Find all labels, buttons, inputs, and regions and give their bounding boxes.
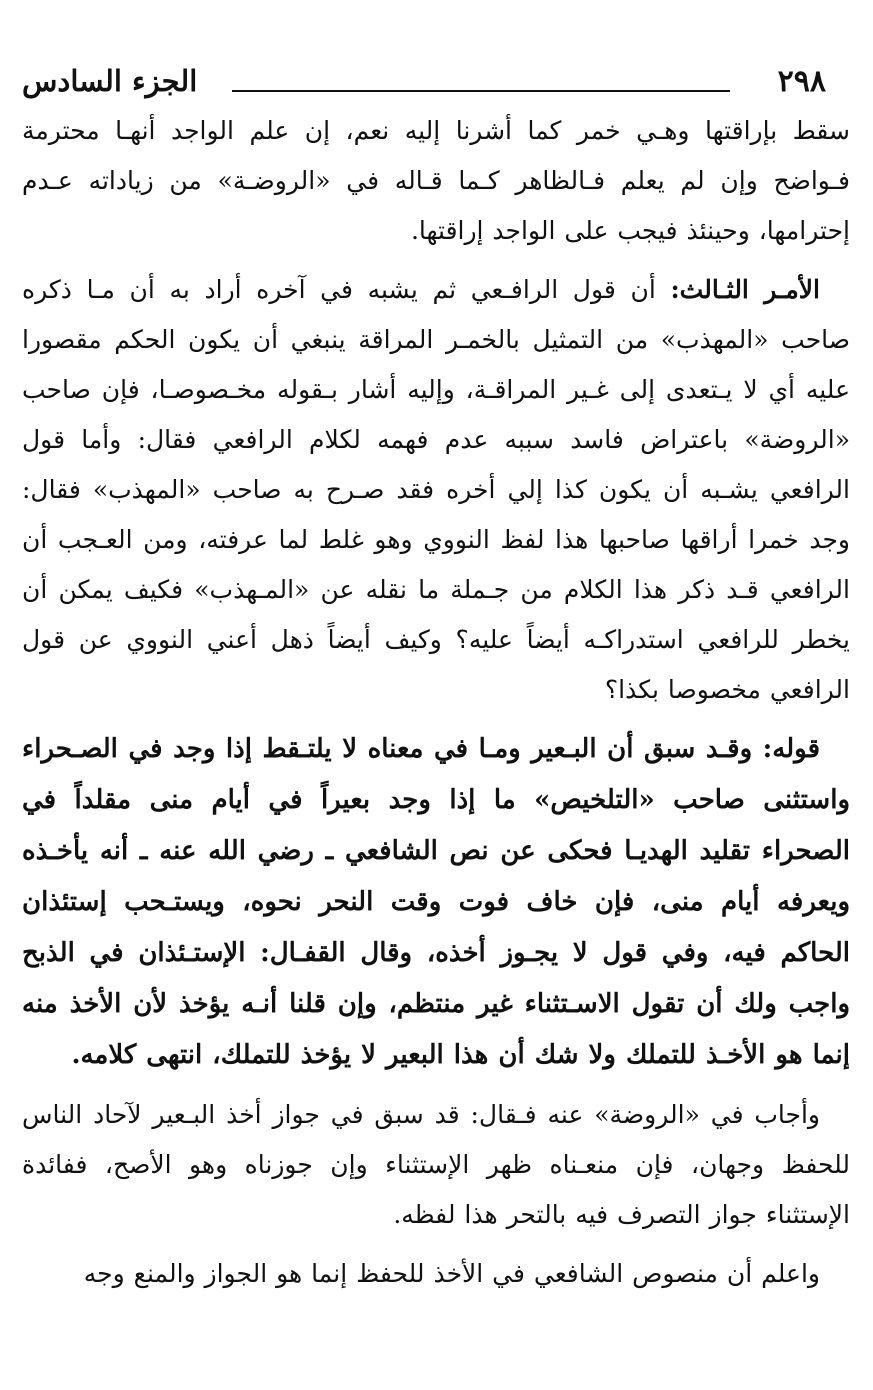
paragraph-rawdah-answer: وأجاب في «الروضة» عنه فـقال: قد سبق في جواز أخذ البـعير لآحاد الناس للحفظ وجهان، فإن منعـناه ظهر الإستثناء وإن جوزناه وهو الأصح، ففائدة الإستثناء جواز التصرف فيه بالتحر هذا لفظه. bbox=[22, 1100, 850, 1229]
paragraph-body: أن قول الرافـعي ثم يشبه في آخره أراد به أن مـا ذكره صاحب «المهذب» من التمثيل بالخمـر المراقة ينبغي أن يكون الحكم مقصورا عليه أي لا يـتعدى إلى غـير المراقـة، وإليه أشار بـقوله مخـصوصـا، فإن صاحب «الروضة» باعتراض فاسد سببه عدم فهمه لكلام الرافعي فقال: وأما قول الرافعي يشـبه أن يكون كذا إلي أخره فقد صـرح به صاحب «المهذب» فقال: وجد خمرا أراقها صاحبها هذا لفظ النووي وهو غلط لما عرفته، ومن العـجب أن الرافعي قـد ذكر هذا الكلام من جـملة ما نقله عن «المـهذب» فكيف يمكن أن يخطر للرافعي استدراكـه أيضاً عليه؟ وكيف أيضاً ذهل أعني النووي عن قول الرافعي مخصوصا بكذا؟ bbox=[22, 275, 850, 704]
paragraph-continuation: سقط بإراقتها وهـي خمر كما أشرنا إليه نعم، إن علم الواجد أنهـا محترمة فـواضح وإن لم يعلم فـالظاهر كـما قـاله في «الروضـة» من زياداته عـدم إحترامها، وحينئذ فيجب على الواجد إراقتها. bbox=[22, 116, 850, 245]
paragraph-final: واعلم أن منصوص الشافعي في الأخذ للحفظ إنما هو الجواز والمنع وجه bbox=[83, 1259, 820, 1288]
quoted-passage: قوله: وقـد سبق أن البـعير ومـا في معناه لا يلتـقط إذا وجد في الصـحراء واستثنى صاحب «التلخيص» ما إذا وجد بعيراً في أيام منى مقلداً في الصحراء تقليد الهديـا فحكى عن نص الشافعي ـ رضي الله عنه ـ أنه يأخـذه ويعرفه أيام منى، فإن خاف فوت وقت النحر نحوه، ويستـحب إستئذان الحاكم فيه، وفي قول لا يجـوز أخذه، وقال القفـال: الإستـئذان في الذبح واجب ولك أن تقول الاسـتثناء غير منتظم، وإن قلنا أنـه يؤخذ لأن الأخذ منه إنما هو الأخـذ للتملك ولا شك أن هذا البعير لا يؤخذ للتملك، انتهى كلامه. bbox=[22, 734, 850, 1070]
paragraph-third-matter bbox=[22, 265, 850, 715]
paragraph-lead-heading: الأمـر الثـالث: bbox=[670, 275, 820, 304]
page-number: ٢٩٨ bbox=[777, 64, 826, 99]
running-header bbox=[22, 60, 850, 106]
part-title: الجزء السادس bbox=[22, 64, 198, 98]
book-page bbox=[22, 60, 850, 1299]
header-rule bbox=[232, 90, 730, 92]
